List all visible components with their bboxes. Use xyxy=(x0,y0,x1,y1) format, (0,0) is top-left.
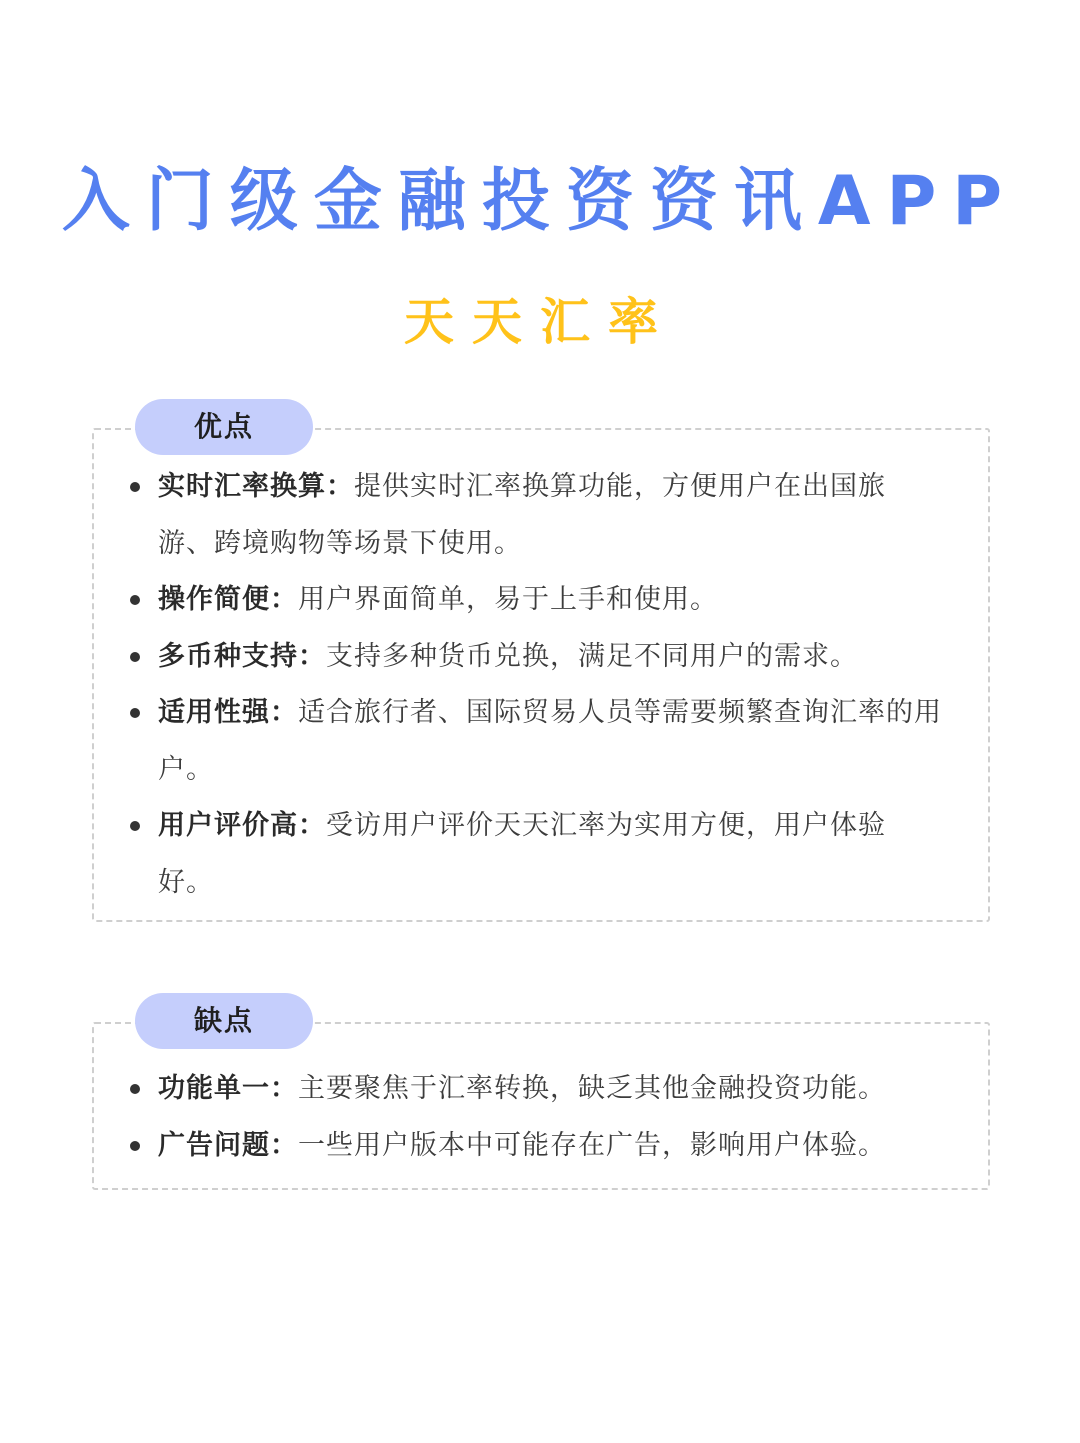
bullet-icon xyxy=(130,482,140,492)
bullet-icon xyxy=(130,708,140,718)
bullet-icon xyxy=(130,821,140,831)
item-term: 广告问题： xyxy=(158,1129,298,1161)
pros-label: 优点 xyxy=(135,399,313,455)
item-desc: 受访用户评价天天汇率为实用方便，用户体验好。 xyxy=(158,810,886,898)
item-term: 实时汇率换算： xyxy=(158,471,354,502)
bullet-icon xyxy=(130,595,140,605)
list-item xyxy=(122,572,962,629)
item-desc: 主要聚焦于汇率转换，缺乏其他金融投资功能。 xyxy=(298,1073,886,1104)
bullet-icon xyxy=(130,1084,140,1094)
page-title: 入门级金融投资资讯APP xyxy=(61,162,1019,241)
item-term: 适用性强： xyxy=(158,697,298,728)
item-term: 用户评价高： xyxy=(158,810,326,841)
item-desc: 支持多种货币兑换，满足不同用户的需求。 xyxy=(326,640,858,672)
app-name: 天天汇率 xyxy=(404,293,676,351)
item-desc: 用户界面简单，易于上手和使用。 xyxy=(298,584,718,615)
list-item xyxy=(122,798,962,911)
item-term: 功能单一： xyxy=(158,1073,298,1104)
item-term: 操作简便： xyxy=(158,584,298,615)
bullet-icon xyxy=(130,1141,140,1151)
pros-list xyxy=(122,459,962,911)
item-desc: 一些用户版本中可能存在广告，影响用户体验。 xyxy=(298,1129,886,1161)
item-desc: 适合旅行者、国际贸易人员等需要频繁查询汇率的用户。 xyxy=(158,697,942,785)
list-item xyxy=(122,1118,962,1175)
list-item xyxy=(122,629,962,686)
item-term: 多币种支持： xyxy=(158,640,326,672)
cons-list xyxy=(122,1061,962,1174)
list-item xyxy=(122,459,962,572)
item-desc: 提供实时汇率换算功能，方便用户在出国旅游、跨境购物等场景下使用。 xyxy=(158,471,886,559)
bullet-icon xyxy=(130,652,140,662)
list-item xyxy=(122,685,962,798)
list-item xyxy=(122,1061,962,1118)
cons-label: 缺点 xyxy=(135,993,313,1049)
